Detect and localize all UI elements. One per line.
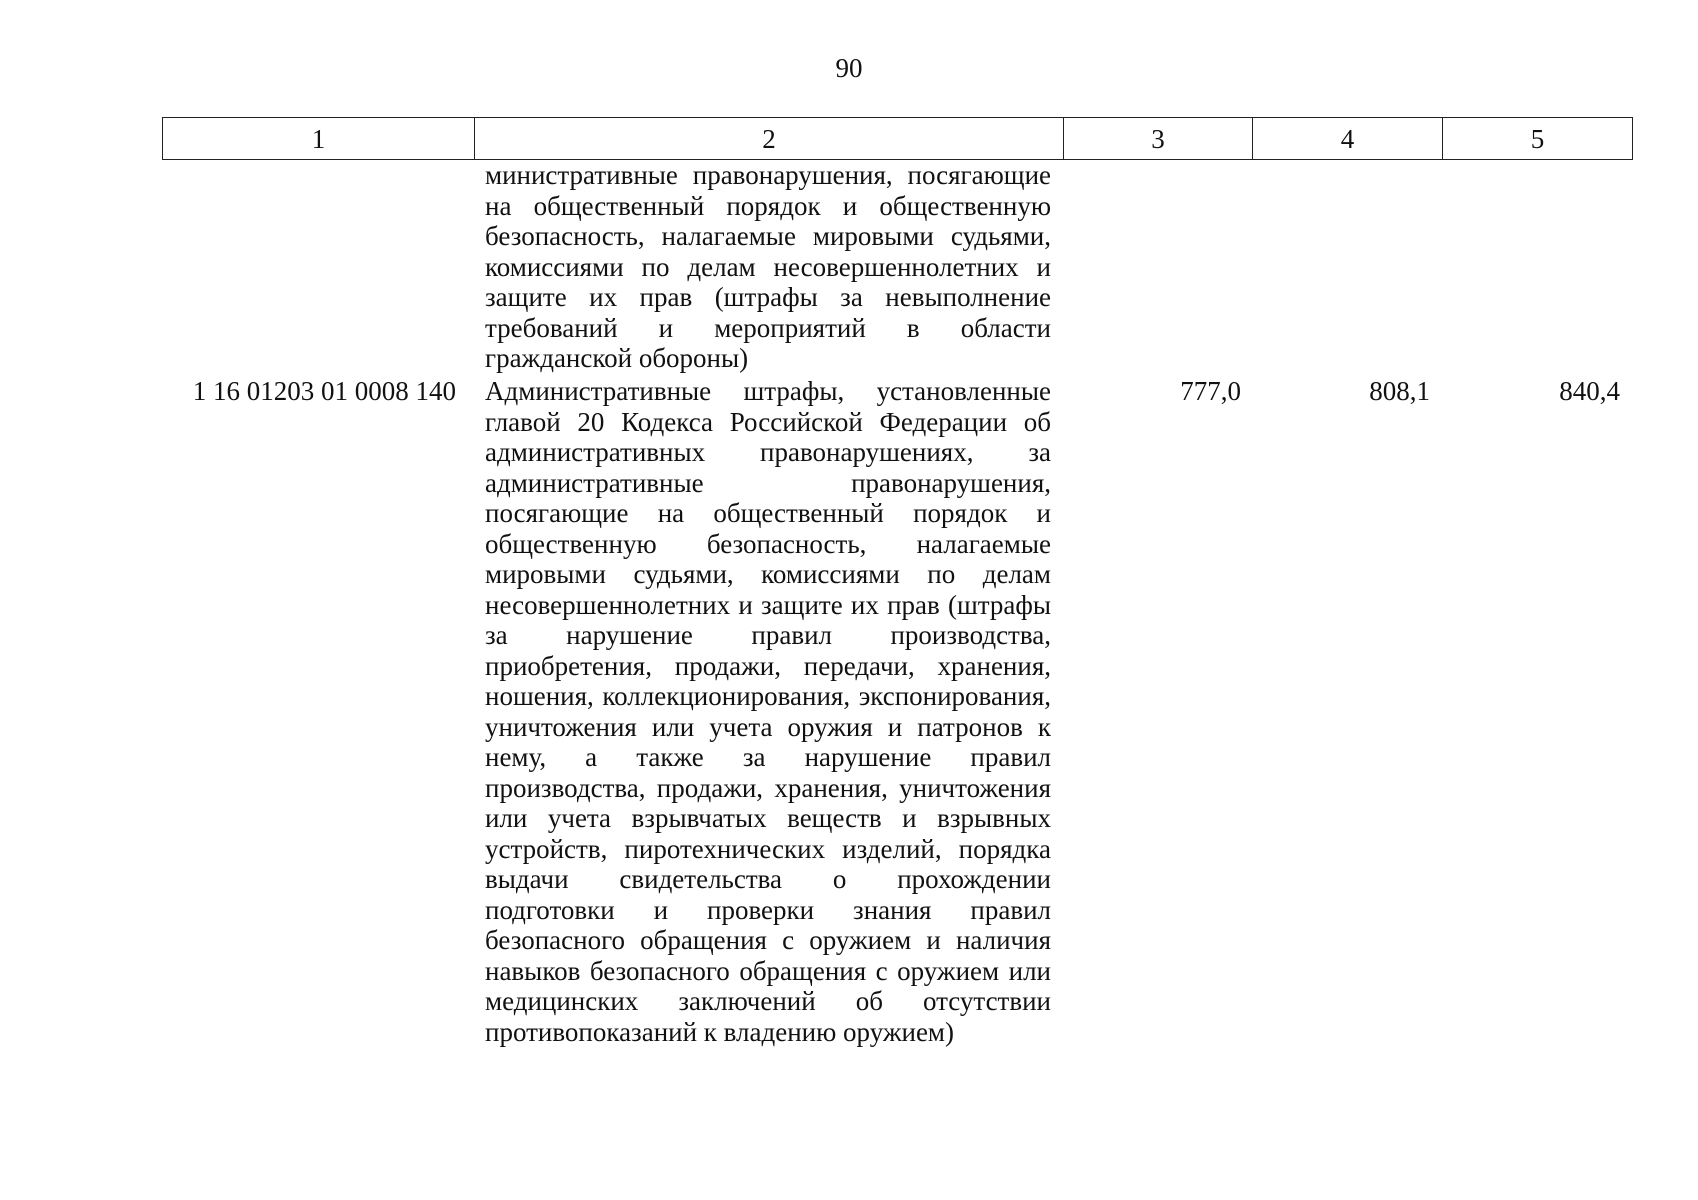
header-row [163, 118, 1633, 160]
header-cell-col2: 2 [475, 118, 1064, 160]
table-header [162, 117, 1633, 160]
value-col3: 777,0 [1180, 376, 1241, 406]
continuation-description: министративные правонарушения, посягающие на общественный порядок и общественную безопасность, налагаемые мировыми судьями, комиссиями по делам несовершеннолетних и защите их прав (штрафы за невыполнение требований и мероприятий в области гражданской обороны) [485, 160, 1051, 373]
header-cell-col1: 1 [163, 118, 475, 160]
header-cell-col4: 4 [1253, 118, 1443, 160]
page-number: 90 [835, 53, 863, 83]
value-col4: 808,1 [1369, 376, 1430, 406]
budget-code: 1 16 01203 01 0008 140 [192, 376, 456, 406]
row-description: Административные штрафы, установленные главой 20 Кодекса Российской Федерации об административных правонарушениях, за административные правонарушения, посягающие на общественный порядок и общественную безопасность, налагаемые мировыми судьями, комиссиями по делам несовершеннолетних и защите их прав (штрафы за нарушение правил производства, приобретения, продажи, передачи, хранения, ношения, коллекционирования, экспонирования, уничтожения или учета оружия и патронов к нему, а также за нарушение правил производства, продажи, хранения, уничтожения или учета взрывчатых веществ и взрывных устройств, пиротехнических изделий, порядка выдачи свидетельства о прохождении подготовки и проверки знания правил безопасного обращения с оружием и наличия навыков безопасного обращения с оружием или медицинских заключений об отсутствии противопоказаний к владению оружием) [485, 376, 1051, 1047]
value-col5: 840,4 [1559, 376, 1620, 406]
header-cell-col3: 3 [1064, 118, 1253, 160]
header-cell-col5: 5 [1443, 118, 1633, 160]
